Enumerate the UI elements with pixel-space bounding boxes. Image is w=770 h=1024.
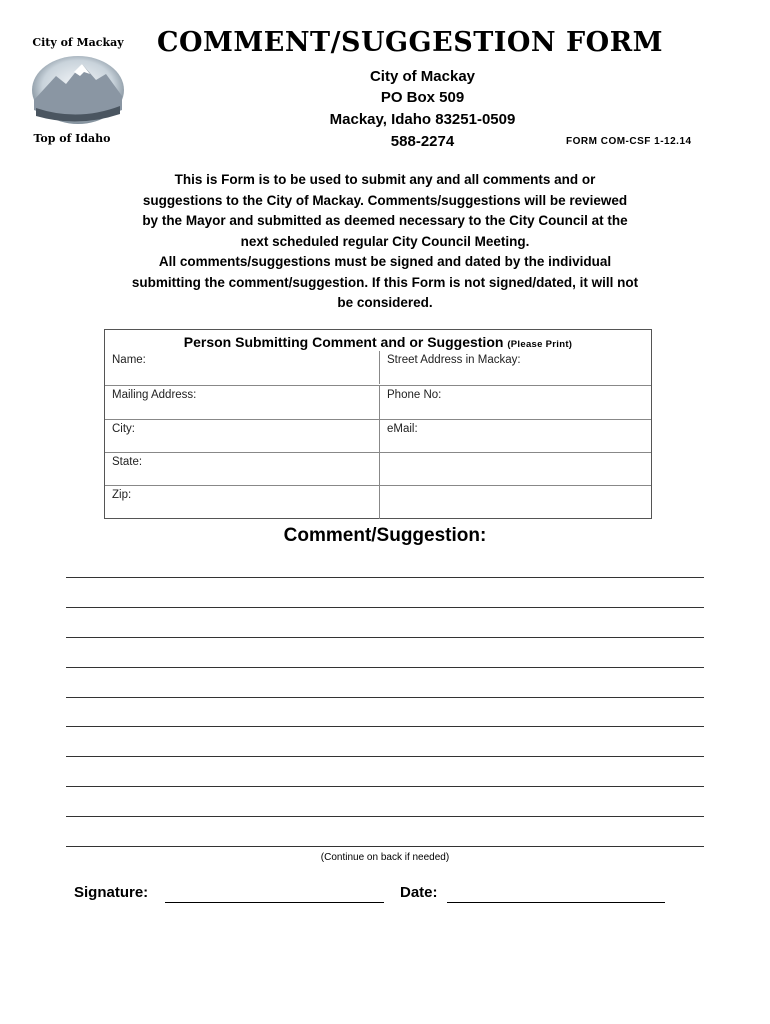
table-row [105,485,651,519]
please-print-note: (Please Print) [507,339,573,350]
zip-label: Zip: [112,489,132,501]
comment-line[interactable] [66,756,704,757]
intro-paragraph [70,170,700,314]
intro-line: be considered. [337,295,433,310]
address-line-pobox: PO Box 509 [380,89,465,106]
date-label: Date: [400,884,438,901]
comment-line[interactable] [66,816,704,817]
comment-line[interactable] [66,607,704,608]
zip-field[interactable] [105,486,379,519]
logo-top-text: City of Mackay [32,36,124,49]
city-label: City: [112,423,135,435]
comment-line[interactable] [66,786,704,787]
name-field[interactable] [105,351,379,384]
person-heading-text: Person Submitting Comment and or Suggestion [183,334,504,350]
table-row [105,351,651,384]
state-label: State: [112,456,143,468]
continue-note: (Continue on back if needed) [320,852,450,863]
name-label: Name: [112,354,146,366]
mailing-address-field[interactable] [105,386,379,419]
street-address-field[interactable] [379,351,651,384]
email-label: eMail: [387,423,418,435]
signature-line[interactable] [165,902,384,903]
intro-line: next scheduled regular City Council Meeting. [240,233,530,249]
intro-line: suggestions to the City of Mackay. Comments/suggestions will be reviewed [142,192,628,208]
address-line-phone: 588-2274 [390,133,455,150]
table-row [105,385,651,419]
street-address-label: Street Address in Mackay: [387,354,521,366]
mailing-address-label: Mailing Address: [112,389,197,401]
comment-line[interactable] [66,726,704,727]
intro-line: by the Mayor and submitted as deemed necessary to the City Council at the [142,213,628,228]
table-row [105,452,651,486]
empty-cell [379,486,651,519]
comment-heading: Comment/Suggestion: [283,525,487,546]
city-logo [22,30,134,148]
phone-field[interactable] [379,386,651,419]
comment-line[interactable] [66,667,704,668]
intro-line: All comments/suggestions must be signed and dated by the individual [158,254,612,269]
signature-label: Signature: [74,884,149,901]
comment-line[interactable] [66,697,704,698]
empty-cell [379,453,651,486]
table-row [105,419,651,453]
address-line-state: Mackay, Idaho 83251-0509 [329,111,516,128]
comment-line[interactable] [66,637,704,638]
comment-line[interactable] [66,577,704,578]
logo-bottom-text: Top of Idaho [33,132,111,145]
phone-label: Phone No: [387,389,442,401]
intro-line: submitting the comment/suggestion. If this Form is not signed/dated, it will not [131,274,639,290]
comment-line[interactable] [66,846,704,847]
person-info-table [104,329,652,519]
date-line[interactable] [447,902,665,903]
email-field[interactable] [379,420,651,453]
state-field[interactable] [105,453,379,486]
intro-line: This is Form is to be used to submit any and all comments and or [174,172,596,187]
form-title: COMMENT/SUGGESTION FORM [156,27,664,58]
form-code: FORM COM-CSF 1-12.14 [566,136,692,147]
address-line-city: City of Mackay [369,68,476,85]
city-field[interactable] [105,420,379,453]
person-table-heading [105,330,651,351]
